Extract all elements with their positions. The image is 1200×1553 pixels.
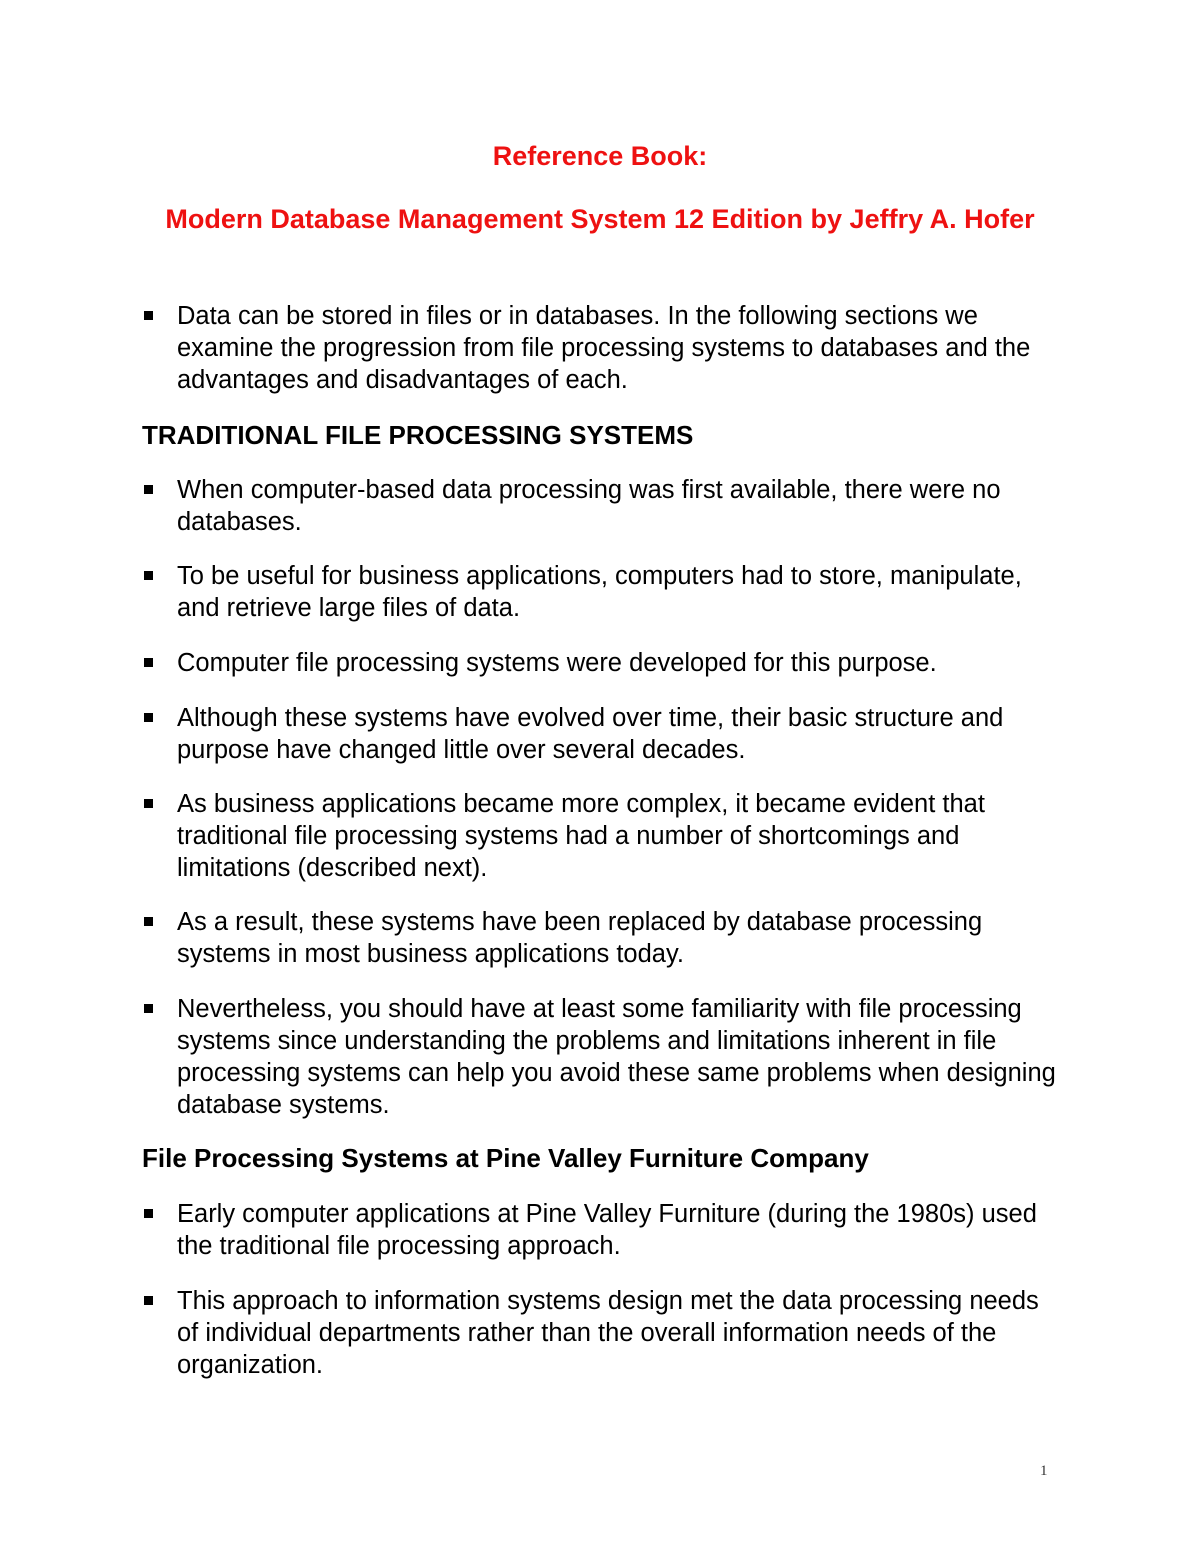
square-bullet-icon xyxy=(144,713,153,722)
bullet-text: Early computer applications at Pine Valley Furniture (during the 1980s) used the traditional file processing approach. xyxy=(177,1200,1037,1260)
bullet-text: When computer-based data processing was first available, there were no databases. xyxy=(177,476,1001,536)
bullet-text: As business applications became more complex, it became evident that traditional file processing systems had a number of shortcomings and limitations (described next). xyxy=(177,790,985,882)
bullet-item xyxy=(140,702,1060,766)
bullet-item xyxy=(140,560,1060,624)
square-bullet-icon xyxy=(144,1004,153,1013)
bullet-item xyxy=(140,906,1060,970)
square-bullet-icon xyxy=(144,485,153,494)
bullet-item xyxy=(140,993,1060,1121)
bullet-text: Data can be stored in files or in databases. In the following sections we examine the progression from file processing systems to databases and the advantages and disadvantages of each. xyxy=(177,302,1031,394)
bullet-item xyxy=(140,1198,1060,1262)
bullet-item xyxy=(140,474,1060,538)
square-bullet-icon xyxy=(144,1296,153,1305)
reference-label: Reference Book: xyxy=(492,141,708,171)
square-bullet-icon xyxy=(144,658,153,667)
reference-book-title: Modern Database Management System 12 Edition by Jeffry A. Hofer xyxy=(165,204,1035,234)
bullet-item xyxy=(140,1285,1060,1381)
bullet-text: Computer file processing systems were developed for this purpose. xyxy=(177,649,937,677)
bullet-item xyxy=(140,788,1060,884)
square-bullet-icon xyxy=(144,571,153,580)
section-heading-traditional: TRADITIONAL FILE PROCESSING SYSTEMS xyxy=(142,420,694,450)
section-heading-pine-valley: File Processing Systems at Pine Valley Furniture Company xyxy=(142,1143,869,1173)
bullet-text: This approach to information systems design met the data processing needs of individual departments rather than the overall information needs of the organization. xyxy=(177,1287,1039,1379)
bullet-text: To be useful for business applications, computers had to store, manipulate, and retrieve large files of data. xyxy=(177,562,1022,622)
square-bullet-icon xyxy=(144,1209,153,1218)
bullet-item xyxy=(140,300,1060,396)
page-number: 1 xyxy=(1040,1463,1048,1479)
square-bullet-icon xyxy=(144,311,153,320)
bullet-text: Nevertheless, you should have at least some familiarity with file processing systems since understanding the problems and limitations inherent in file processing systems can help you avoid these same problems when designing database systems. xyxy=(177,995,1056,1119)
bullet-item xyxy=(140,647,1060,679)
bullet-text: Although these systems have evolved over time, their basic structure and purpose have changed little over several decades. xyxy=(177,704,1004,764)
bullet-text: As a result, these systems have been replaced by database processing systems in most business applications today. xyxy=(177,908,983,968)
square-bullet-icon xyxy=(144,917,153,926)
square-bullet-icon xyxy=(144,799,153,808)
